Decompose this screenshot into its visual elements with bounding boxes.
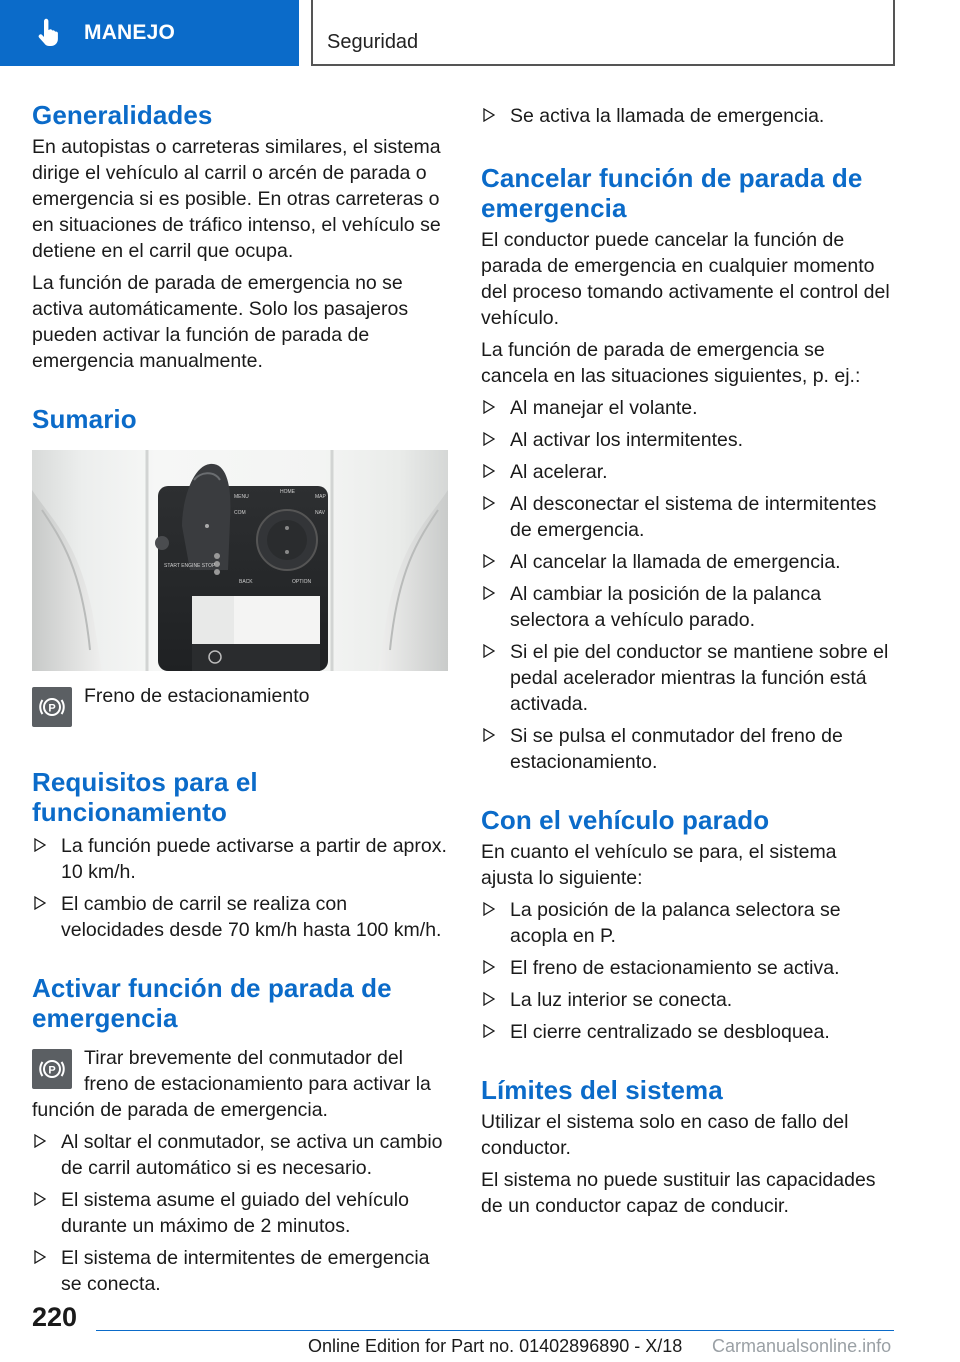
right-column <box>481 100 891 1219</box>
photo-label-home: HOME <box>280 489 295 495</box>
list-item-text: La luz interior se conecta. <box>510 989 733 1011</box>
triangle-bullet-icon <box>483 400 495 414</box>
parado-list <box>481 897 891 1045</box>
left-column <box>32 100 448 1297</box>
triangle-bullet-icon <box>483 992 495 1006</box>
list-item <box>481 639 891 717</box>
photo-label-nav: NAV <box>315 510 325 516</box>
list-item <box>481 581 891 633</box>
triangle-bullet-icon <box>483 586 495 600</box>
list-item <box>32 1245 448 1297</box>
center-console-photo <box>32 450 448 671</box>
list-item <box>32 891 448 943</box>
photo-label-start: START ENGINE STOP <box>164 563 216 569</box>
list-item <box>32 1187 448 1239</box>
list-item-text: Al activar los intermitentes. <box>510 429 744 451</box>
triangle-bullet-icon <box>34 1134 46 1148</box>
list-item-text: El sistema asume el guiado del vehículo durante un máximo de 2 minutos. <box>61 1189 409 1237</box>
heading-requisitos: Requisitos para el funcionamiento <box>32 767 258 827</box>
triangle-bullet-icon <box>483 108 495 122</box>
activar-list <box>32 1129 448 1297</box>
activar-intro <box>32 1045 448 1123</box>
list-item-text: Si el pie del conductor se mantiene sobre el pedal acelerador mientras la función está activada. <box>510 641 889 715</box>
list-item-text: Al manejar el volante. <box>510 397 698 419</box>
legend-label: Freno de estacionamiento <box>84 685 310 707</box>
footer-divider <box>96 1330 894 1331</box>
list-item-text: Al soltar el conmutador, se activa un cambio de carril automático si es necesario. <box>61 1131 443 1179</box>
heading-cancelar: Cancelar función de parada de emergencia <box>481 163 863 223</box>
list-item <box>481 549 891 575</box>
chapter-tab-label: MANEJO <box>84 21 176 44</box>
triangle-bullet-icon <box>483 496 495 510</box>
paragraph: El conductor puede cancelar la función de parada de emergencia en cualquier momento del proceso tomando activamente el control del vehículo. <box>481 229 890 329</box>
triangle-bullet-icon <box>483 902 495 916</box>
page-header <box>0 0 960 66</box>
requisitos-list <box>32 833 448 943</box>
list-item <box>481 103 891 129</box>
activar-intro-text: Tirar brevemente del conmutador del freno de estacionamiento para activar la función de parada de emergencia. <box>32 1047 431 1121</box>
list-item <box>32 1129 448 1181</box>
triangle-bullet-icon <box>483 960 495 974</box>
heading-parado: Con el vehículo parado <box>481 805 770 835</box>
list-item-text: Al cancelar la llamada de emergencia. <box>510 551 841 573</box>
list-item-text: El cambio de carril se realiza con velocidades desde 70 km/h hasta 100 km/h. <box>61 893 442 941</box>
footer-edition: Online Edition for Part no. 01402896890 - X/18 <box>308 1336 683 1356</box>
list-item <box>481 427 891 453</box>
list-item <box>481 987 891 1013</box>
list-item-text: Se activa la llamada de emergencia. <box>510 105 825 127</box>
parking-brake-icon <box>32 1049 72 1089</box>
list-item <box>481 459 891 485</box>
paragraph: La función de parada de emergencia se cancela en las situaciones siguientes, p. ej.: <box>481 339 861 387</box>
section-title: Seguridad <box>327 31 419 53</box>
page-number: 220 <box>32 1302 78 1332</box>
list-item-text: La posición de la palanca selectora se acopla en P. <box>510 899 841 947</box>
triangle-bullet-icon <box>483 1024 495 1038</box>
center-console-illustration <box>32 450 448 671</box>
list-item <box>481 723 891 775</box>
list-item-text: Al acelerar. <box>510 461 608 483</box>
list-item-text: Si se pulsa el conmutador del freno de estacionamiento. <box>510 725 843 773</box>
list-item-text: Al cambiar la posición de la palanca selectora a vehículo parado. <box>510 583 822 631</box>
svg-text:P: P <box>48 702 56 715</box>
list-item-text: El freno de estacionamiento se activa. <box>510 957 840 979</box>
triangle-bullet-icon <box>483 554 495 568</box>
triangle-bullet-icon <box>34 1250 46 1264</box>
triangle-bullet-icon <box>34 1192 46 1206</box>
paragraph: En autopistas o carreteras similares, el sistema dirige el vehículo al carril o arcén de parada o emergencia si es posible. En otras carreteras o en situaciones de tráfico intenso, el vehículo se detiene en el carril que ocupa. <box>32 136 441 262</box>
paragraph: Utilizar el sistema solo en caso de fallo del conductor. <box>481 1111 849 1159</box>
triangle-bullet-icon <box>483 464 495 478</box>
list-item <box>481 897 891 949</box>
paragraph: La función de parada de emergencia no se activa automáticamente. Solo los pasajeros pueden activar la función de parada de emergencia manualmente. <box>32 272 409 372</box>
chapter-tab <box>0 0 299 66</box>
heading-sumario: Sumario <box>32 404 137 434</box>
legend-row <box>32 687 448 727</box>
cancelar-list <box>481 395 891 775</box>
list-item <box>481 955 891 981</box>
photo-label-back: BACK <box>239 579 253 585</box>
list-item <box>32 833 448 885</box>
triangle-bullet-icon <box>34 896 46 910</box>
list-item <box>481 1019 891 1045</box>
list-item-text: La función puede activarse a partir de aprox. 10 km/h. <box>61 835 447 883</box>
heading-generalidades: Generalidades <box>32 100 213 130</box>
list-item-text: El sistema de intermitentes de emergencia se conecta. <box>61 1247 430 1295</box>
parking-brake-icon <box>32 687 72 727</box>
triangle-bullet-icon <box>34 838 46 852</box>
photo-label-com: COM <box>234 510 246 516</box>
paragraph: El sistema no puede sustituir las capacidades de un conductor capaz de conducir. <box>481 1169 876 1217</box>
top-list <box>481 103 891 129</box>
photo-label-map: MAP <box>315 494 326 500</box>
heading-activar: Activar función de parada de emergencia <box>32 973 392 1033</box>
triangle-bullet-icon <box>483 644 495 658</box>
triangle-bullet-icon <box>483 432 495 446</box>
list-item-text: Al desconectar el sistema de intermitentes de emergencia. <box>510 493 877 541</box>
footer-watermark: Carmanualsonline.info <box>712 1336 892 1356</box>
heading-limites: Límites del sistema <box>481 1075 723 1105</box>
svg-text:P: P <box>48 1064 56 1077</box>
list-item <box>481 395 891 421</box>
triangle-bullet-icon <box>483 728 495 742</box>
section-header <box>311 0 895 66</box>
paragraph: En cuanto el vehículo se para, el sistema ajusta lo siguiente: <box>481 841 837 889</box>
list-item-text: El cierre centralizado se desbloquea. <box>510 1021 830 1043</box>
photo-label-option: OPTION <box>292 579 312 585</box>
list-item <box>481 491 891 543</box>
hand-pointer-icon <box>34 18 64 48</box>
photo-label-menu: MENU <box>234 494 249 500</box>
